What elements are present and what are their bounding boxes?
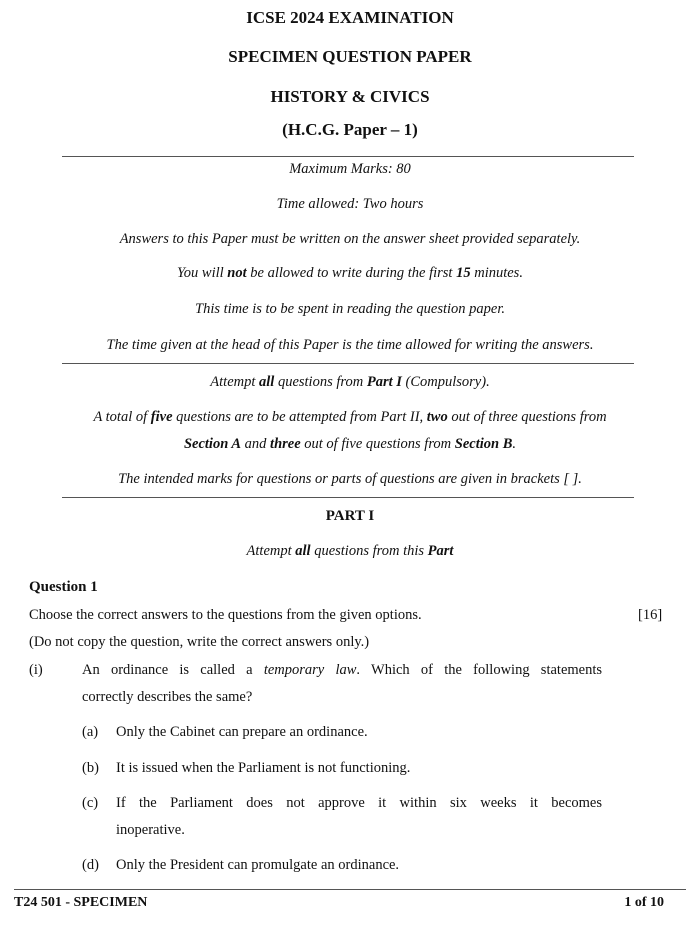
question-instruction: Choose the correct answers to the questions from the given options. xyxy=(29,607,422,623)
no-write-note: You will not be allowed to write during the first 15 minutes. xyxy=(177,265,523,281)
footer-code: T24 501 - SPECIMEN xyxy=(14,895,148,910)
question-title: Question 1 xyxy=(29,579,98,595)
footer-divider xyxy=(14,889,686,890)
option-a-text: Only the Cabinet can prepare an ordinance. xyxy=(116,724,368,740)
divider xyxy=(62,363,634,364)
option-d-text: Only the President can promulgate an ordinance. xyxy=(116,857,400,873)
paper-type: SPECIMEN QUESTION PAPER xyxy=(228,47,472,66)
question-note: (Do not copy the question, write the correct answers only.) xyxy=(29,634,370,650)
max-marks: Maximum Marks: 80 xyxy=(289,161,411,177)
part-title: PART I xyxy=(325,508,375,524)
instruction-line-2: A total of five questions are to be attempted from Part II, two out of three questions from xyxy=(93,409,607,425)
option-b-text: It is issued when the Parliament is not functioning. xyxy=(116,760,411,776)
time-given-note: The time given at the head of this Paper is the time allowed for writing the answers. xyxy=(106,337,594,353)
option-a-label: (a) xyxy=(82,724,99,740)
reading-note: This time is to be spent in reading the question paper. xyxy=(195,301,505,317)
instruction-line-3: Section A and three out of five questions from Section B. xyxy=(183,436,517,452)
divider xyxy=(62,497,634,498)
exam-title: ICSE 2024 EXAMINATION xyxy=(246,8,454,27)
option-b-label: (b) xyxy=(82,760,99,776)
option-d-label: (d) xyxy=(82,857,99,873)
question-marks: [16] xyxy=(638,607,663,623)
footer-page: 1 of 10 xyxy=(624,895,664,910)
marks-note: The intended marks for questions or parts of questions are given in brackets [ ]. xyxy=(118,471,582,487)
time-allowed: Time allowed: Two hours xyxy=(276,196,424,212)
option-c-text: If the Parliament does not approve it within six weeks it becomes xyxy=(116,795,602,811)
option-c-label: (c) xyxy=(82,795,99,811)
paper-code: (H.C.G. Paper – 1) xyxy=(282,120,418,139)
divider xyxy=(62,156,634,157)
part-subtitle: Attempt all questions from this Part xyxy=(246,543,454,559)
sub-question-stem-cont: correctly describes the same? xyxy=(82,689,253,705)
instruction-line-1: Attempt all questions from Part I (Compulsory). xyxy=(210,374,490,390)
sub-question-number: (i) xyxy=(29,662,43,678)
sub-question-stem: An ordinance is called a temporary law. Which of the following statements xyxy=(82,662,603,678)
option-c-text-cont: inoperative. xyxy=(116,822,185,838)
answer-sheet-note: Answers to this Paper must be written on the answer sheet provided separately. xyxy=(119,231,581,247)
subject-title: HISTORY & CIVICS xyxy=(270,87,430,106)
